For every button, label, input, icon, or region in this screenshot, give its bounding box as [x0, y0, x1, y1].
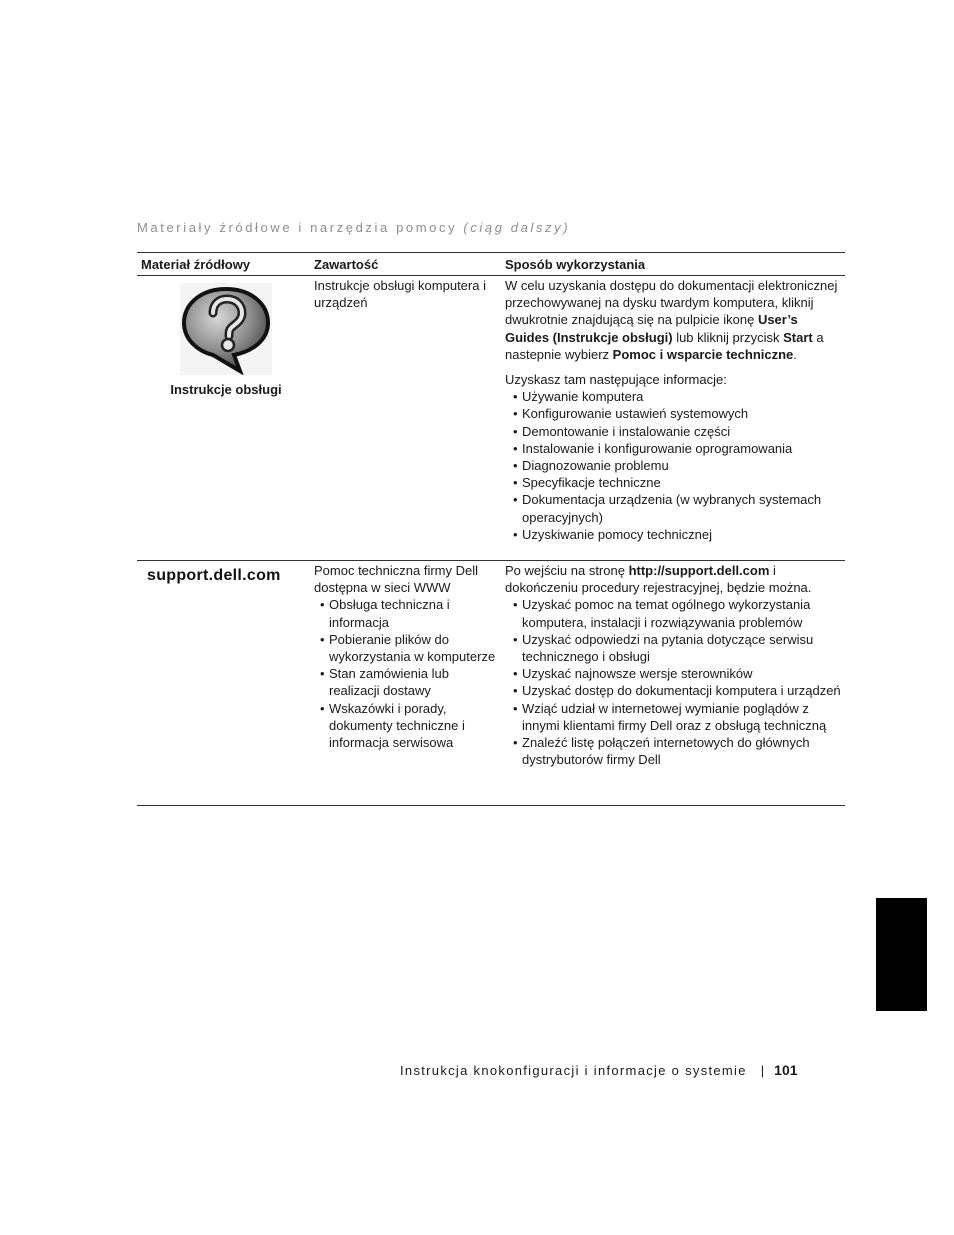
icon-caption: Instrukcje obsługi — [170, 382, 282, 397]
usage-text: . — [793, 346, 797, 362]
content-list — [314, 596, 501, 751]
list-item: • Uzyskać odpowiedzi na pytania dotyczące serwisu technicznego i obsługi — [513, 631, 845, 665]
content-cell — [311, 561, 501, 805]
usage-paragraph — [505, 562, 845, 596]
list-item: • Diagnozowanie problemu — [513, 457, 845, 474]
usage-list — [505, 388, 845, 543]
column-header-content: Zawartość — [314, 256, 379, 272]
chapter-tab-marker — [876, 898, 927, 1011]
list-item: • Uzyskać pomoc na temat ogólnego wykorzystania komputera, instalacji i rozwiązywania problemów — [513, 596, 845, 630]
usage-cell — [501, 276, 845, 560]
page-number: 101 — [774, 1062, 798, 1078]
resources-table — [137, 252, 845, 806]
usage-paragraph — [505, 277, 845, 363]
list-item: • Demontowanie i instalowanie części — [513, 423, 845, 440]
support-url: http://support.dell.com — [628, 563, 770, 578]
section-title-text: Materiały źródłowe i narzędzia pomocy — [137, 220, 458, 235]
list-item: • Uzyskać dostęp do dokumentacji komputera i urządzeń — [513, 682, 845, 699]
usage-list-intro: Uzyskasz tam następujące informacje: — [505, 372, 727, 388]
usage-cell — [501, 561, 845, 805]
page-footer — [400, 1062, 798, 1078]
column-header-source: Materiał źródłowy — [141, 256, 251, 272]
list-item: • Instalowanie i konfigurowanie oprogramowania — [513, 440, 845, 457]
section-title — [137, 220, 570, 235]
usage-text: Po wejściu na stronę — [505, 563, 629, 578]
list-item: • Wziąć udział w internetowej wymianie poglądów z innymi klientami firmy Dell oraz z obsługą techniczną — [513, 700, 845, 734]
list-item: • Pobieranie plików do wykorzystania w komputerze — [320, 631, 501, 665]
list-item: • Używanie komputera — [513, 388, 845, 405]
content-cell — [311, 276, 501, 560]
usage-text: W celu uzyskania dostępu do dokumentacji elektronicznej przechowywanej na dysku twardym komputera, kliknij dwukrotnie znajdującą się na pulpicie ikonę — [505, 278, 838, 328]
column-header-usage: Sposób wykorzystania — [505, 256, 646, 272]
list-item: • Obsługa techniczna i informacja — [320, 596, 501, 630]
usage-bold-text: User’s Guides (Instrukcje obsługi) — [505, 312, 798, 345]
list-item: • Uzyskiwanie pomocy technicznej — [513, 526, 845, 543]
source-cell — [137, 276, 311, 560]
usage-list — [505, 596, 845, 768]
content-text: Pomoc techniczna firmy Dell dostępna w sieci WWW — [314, 563, 478, 596]
section-title-suffix: (ciąg dalszy) — [463, 220, 571, 235]
source-cell — [137, 561, 311, 805]
footer-separator: | — [760, 1063, 765, 1078]
table-header — [137, 253, 845, 276]
usage-text: lub kliknij przycisk — [672, 329, 784, 345]
support-dell-logo: support.dell.com — [147, 567, 281, 584]
list-item: • Wskazówki i porady, dokumenty techniczne i informacja serwisowa — [320, 700, 501, 752]
list-item: • Uzyskać najnowsze wersje sterowników — [513, 665, 845, 682]
usage-bold-text: Start — [783, 329, 813, 345]
list-item: • Specyfikacje techniczne — [513, 474, 845, 491]
list-item: • Konfigurowanie ustawień systemowych — [513, 405, 845, 422]
usage-text: a nastepnie wybierz — [505, 329, 824, 362]
footer-text: Instrukcja knokonfiguracji i informacje o systemie — [400, 1063, 747, 1078]
list-item: • Znaleźć listę połączeń internetowych do głównych dystrybutorów firmy Dell — [513, 734, 845, 768]
usage-text: i dokończeniu procedury rejestracyjnej, będzie można. — [505, 563, 812, 596]
usage-bold-text: Pomoc i wsparcie techniczne — [612, 346, 794, 362]
question-bubble-icon — [180, 283, 272, 375]
table-row-user-guides — [137, 276, 845, 561]
table-row-support-site — [137, 561, 845, 806]
content-text: Instrukcje obsługi komputera i urządzeń — [314, 278, 486, 311]
list-item: • Stan zamówienia lub realizacji dostawy — [320, 665, 501, 699]
list-item: • Dokumentacja urządzenia (w wybranych systemach operacyjnych) — [513, 491, 845, 525]
